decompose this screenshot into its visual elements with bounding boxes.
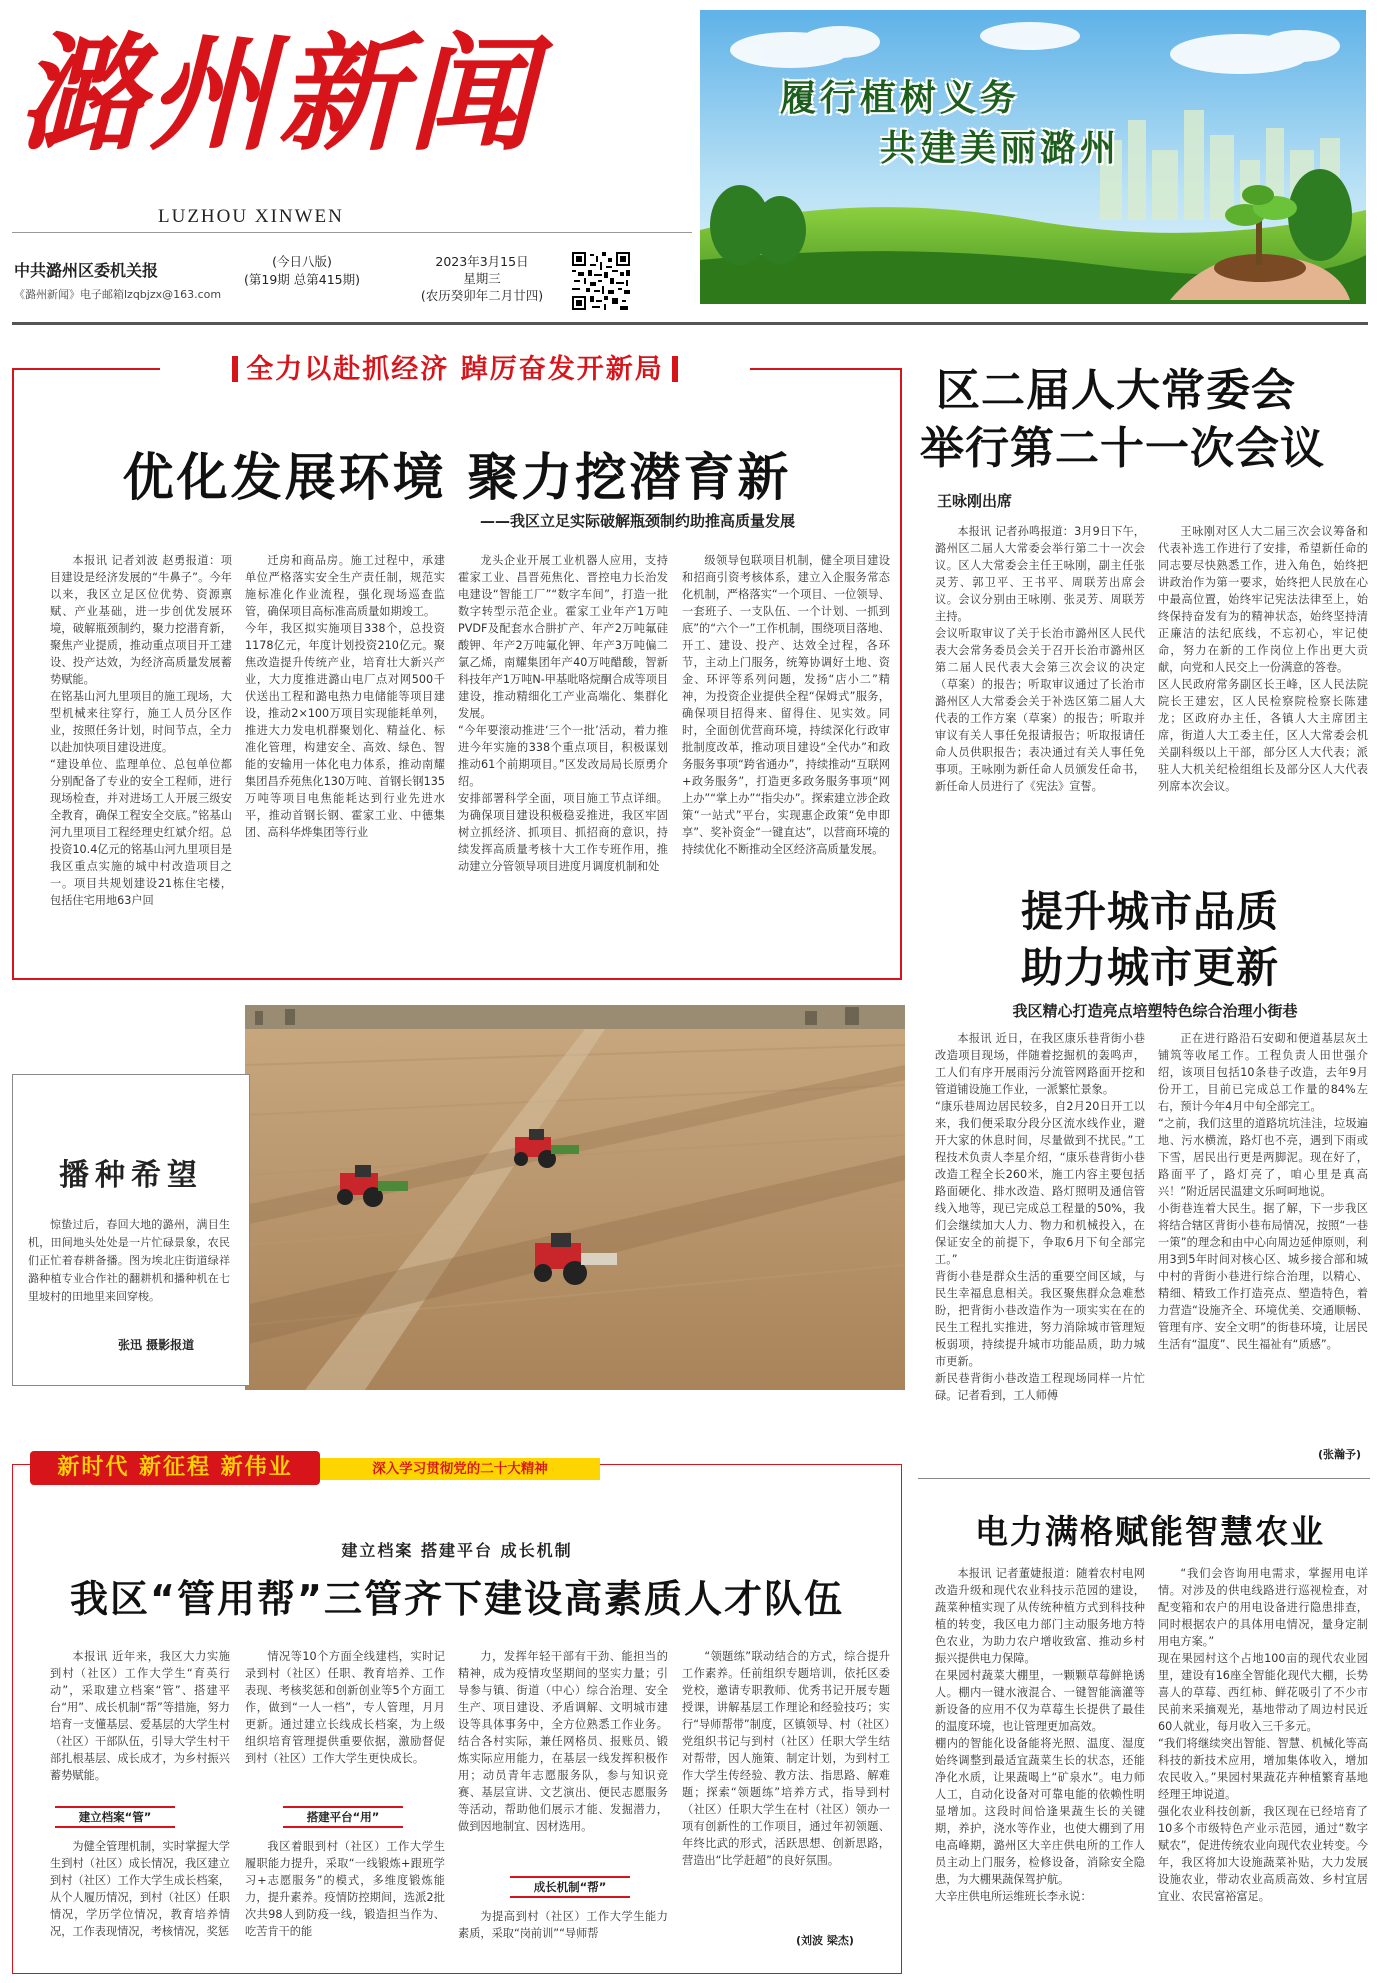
talent-column-1b: 为健全管理机制，实时掌握大学生到村（社区）成长情况，我区建立到村（社区）工作大学生成长档案，从个人履历情况，到村（社区）任职情况，学历学位情况，教育培养情况，工作表现情况，考核情况，奖惩	[50, 1840, 230, 1938]
article2-subheadline: 我区精心打造亮点培塑特色综合治理小街巷	[1012, 1002, 1298, 1020]
photo-caption: 惊蛰过后，春回大地的潞州，满目生机，田间地头处处是一片忙碌景象，农民们正忙着春耕备播。图为埃北庄街道绿祥潞种植专业合作社的翻耕机和播种机在七里坡村的田地里来回穿梭。	[28, 1218, 230, 1303]
farm-sowing-photo	[245, 1005, 905, 1390]
issue-date: 2023年3月15日	[435, 254, 529, 269]
article2-column-2: 正在进行路沿石安砌和便道基层灰土铺筑等收尾工作。工程负责人田世强介绍，该项目包括10条巷子改造，去年9月份开工，目前已完成总工作量的84%左右，预计今年4月中旬全部完工。 “之前，我们这里的道路坑坑洼洼，垃圾遍地、污水横流，路灯也不亮，遇到下雨或下雪，居民出行更是两脚泥。现在好了，路面平了，路灯亮了，咱心里是真高兴！”附近居民温建文乐呵呵地说。 小街巷连着大民生。据了解，下一步我区将结合辖区背街小巷布局情况，按照“一巷一策”的理念和由中心向周边延伸原则，利用3到5年时间对核心区、城乡接合部和城中村的背街小巷进行综合治理，以精心、精细、精致工作打造亮点、塑造特色，着力营造“设施齐全、环境优美、交通顺畅、管理有序、安全文明”的街巷环境，让居民生活有“温度”、民生福祉有“质感”。	[1158, 1032, 1368, 1351]
article2-column-1: 本报讯 近日，在我区康乐巷背街小巷改造项目现场，伴随着挖掘机的轰鸣声，工人们有序开展雨污分流管网路面开挖和管道铺设施工作业，一派繁忙景象。 “康乐巷周边居民较多，自2月20日开工以来，我们便采取分段分区流水线作业，避开大家的休息时间，尽量做到不扰民。”工程技术负责人李星介绍，“康乐巷背街小巷改造工程全长260米，施工内容主要包括路面硬化、排水改造、路灯照明及通信管线入地等，现已完成总工程量的50%，我们会继续加大人力、物力和机械投入，在保证安全的前提下，争取6月下旬全部完工。” 背街小巷是群众生活的重要空间区域，与民生幸福息息相关。我区聚焦群众急难愁盼，把背街小巷改造作为一项实实在在的民生工程扎实推进，努力消除城市管理短板弱项，持续提升城市功能品质，助力城市更新。 新民巷背街小巷改造工程现场同样一片忙碌。记者看到，工人师傅	[935, 1032, 1145, 1402]
bottom-kicker-sub: 深入学习贯彻党的二十大精神	[320, 1458, 600, 1480]
lead-column-1: 本报讯 记者刘波 赵勇报道：项目建设是经济发展的“牛鼻子”。今年以来，我区立足区位优势、资源禀赋、产业基础，进一步创优发展环境，破解瓶颈制约，聚力挖潜育新，聚焦产业提质，推动重点项目开工建设、投产达效，为经济高质量发展蓄势赋能。 在铭基山河九里项目的施工现场，大型机械来往穿行，施工人员分区作业，按照任务计划，时间节点，全力以赴加快项目建设进度。 “建设单位、监理单位、总包单位都分别配备了专业的安全工程师，进行现场检查，并对进场工人开展三级安全教育，确保工程安全交底。”铭基山河九里项目工程经理史红斌介绍。总投资10.4亿元的铭基山河九里项目是我区重点实施的城中村改造项目之一。项目共规划建设21栋住宅楼，包括住宅用地63户回	[50, 554, 232, 907]
lead-subheadline: ——我区立足实际破解瓶颈制约助推高质量发展	[480, 512, 796, 530]
tree-planting-banner	[700, 10, 1366, 304]
masthead-divider	[12, 232, 692, 233]
article1-column-1: 本报讯 记者孙鸣报道：3月9日下午，潞州区二届人大常委会举行第二十一次会议。区人大常委会主任王咏刚，副主任张灵芳、郭卫平、王书平、周联芳出席会议。会议分别由王咏刚、张灵芳、周联芳主持。 会议听取审议了关于长治市潞州区人民代表大会常务委员会关于召开长治市潞州区第二届人民代表大会第三次会议的决定（草案）的报告；听取审议通过了长治市潞州区人大常委会关于补选区第二届人大代表的工作方案（草案）的报告；听取并审议有关人事任免报请报告；听取报请任命人员供职报告；表决通过有关人事任免事项。王咏刚为新任命人员颁发任命书，新任命人员进行了《宪法》宣誓。	[935, 525, 1145, 793]
qr-code-icon	[572, 252, 630, 310]
tag-platform: 搭建平台“用”	[283, 1806, 403, 1828]
lead-headline: 优化发展环境 聚力挖潜育新	[122, 449, 792, 508]
article1-headline: 区二届人大常委会 举行第二十一次会议	[920, 365, 1325, 474]
talent-column-2b: 我区着眼到村（社区）工作大学生履职能力提升，采取“一线锻炼+跟班学习+志愿服务”的模式，多维度锻炼能力，提升素养。疫情防控期间，选派2批次共98人到防疫一线，锻造担当作为、吃苦肯干的能	[245, 1840, 445, 1938]
talent-column-3b: 为提高到村（社区）工作大学生能力素质，采取“岗前训”“导师帮	[458, 1910, 668, 1940]
article3-column-1: 本报讯 记者董婕报道：随着农村电网改造升级和现代农业科技示范园的建设，蔬菜种植实现了从传统种植方式到科技种植的转变，我区电力部门主动服务地方特色农业，为助力农户增收致富、推动乡村振兴提供电力保障。 在果园村蔬菜大棚里，一颗颗草莓鲜艳诱人。棚内一键水液混合、一键智能滴灌等新设备的应用不仅为草莓生长提供了最佳的温度环境，也让管理更加高效。 棚内的智能化设备能将光照、温度、湿度始终调整到最适宜蔬菜生长的状态，还能净化水质，让果蔬喝上“矿泉水”。电力师人工，自动化设备对可靠电能的依赖性明显增加。这段时间恰逢果蔬生长的关键期，养护，浇水等作业，也使大棚到了用电高峰期，潞州区大辛庄供电所的工作人员主动上门服务，检修设备，消除安全隐患，为大棚果蔬保驾护航。 大辛庄供电所运维班长李永说：	[935, 1567, 1145, 1903]
lead-column-4: 级领导包联项目机制，健全项目建设和招商引资考核体系，建立入企服务常态化机制，严格落实“一个项目、一位领导、一套班子、一支队伍、一个计划、一抓到底”的“六个一”工作机制，围绕项目落地、开工、建设、投产、达效全过程，各环节，主动上门服务，统筹协调好土地、资金、环评等系列问题，发扬“店小二”精神，为投资企业提供全程“保姆式”服务，确保项目招得来、留得住、见实效。同时，全面创优营商环境，持续深化行政审批制度改革，推动项目建设“全代办”和政务服务事项“跨省通办”，持续推动“互联网+政务服务”，打造更多政务服务事项“网上办”“掌上办”“指尖办”。探索建立涉企政策“一站式”平台，实现惠企政策“免申即享”、奖补资金“一键直达”，以营商环境的持续优化不断推动全区经济高质量发展。	[682, 554, 890, 856]
masthead-edition	[232, 253, 372, 289]
masthead-logo: 潞州新闻	[18, 20, 538, 168]
photo-title: 播种希望	[59, 1158, 203, 1193]
article2-credit: (张瀚予)	[1318, 1448, 1362, 1461]
masthead-date-block	[412, 253, 552, 304]
article1-subheadline: 王咏刚出席	[937, 492, 1013, 510]
masthead-pinyin: LUZHOU XINWEN	[158, 206, 344, 227]
talent-column-1a: 本报讯 近年来，我区大力实施到村（社区）工作大学生“育英行动”，采取建立档案“管”、搭建平台“用”、成长机制“帮”等措施，努力培育一支懂基层、爱基层的大学生村（社区）干部队伍，引导大学生村干部扎根基层、成长成才，为乡村振兴蓄势赋能。	[50, 1650, 230, 1782]
edition-issue: (第19期 总第415期)	[244, 272, 360, 287]
tag-growth: 成长机制“帮”	[510, 1876, 630, 1898]
banner-line2: 共建美丽潞州	[879, 128, 1120, 169]
bottom-kicker: 新时代 新征程 新伟业	[30, 1451, 320, 1485]
edition-pages: (今日八版)	[272, 254, 332, 269]
banner-line1: 履行植树义务	[779, 78, 1020, 119]
talent-subheadline: 建立档案 搭建平台 成长机制	[341, 1541, 573, 1560]
talent-credit: (刘波 梁杰)	[796, 1934, 854, 1947]
issue-weekday: 星期三	[463, 271, 501, 286]
header-divider	[12, 322, 1368, 325]
talent-column-3: 力，发挥年轻干部有干劲、能担当的精神，成为疫情攻坚期间的坚实力量；引导参与镇、街道（中心）综合治理、安全生产、项目建设、矛盾调解、文明城市建设等具体事务中，全方位熟悉工作业务。结合各村实际，兼任网格员、报账员、锻炼实际应用能力，在基层一线发挥积极作用；动员青年志愿服务队，参与知识竞赛、基层宣讲、文艺演出、便民志愿服务等活动，帮助他们展示才能、发掘潜力，做到因地制宜、因材选用。	[458, 1650, 668, 1833]
lead-kicker: 全力以赴抓经济 踔厉奋发开新局	[160, 352, 750, 388]
masthead-email: 《潞州新闻》电子邮箱lzqbjzx@163.com	[14, 288, 222, 301]
talent-column-4: “领题练”联动结合的方式，综合提升工作素养。任前组织专题培训，依托区委党校，邀请专职教师、优秀书记开展专题授课，讲解基层工作理论和经验技巧；实行“导师帮带”制度，区镇领导、村（社区）党组织书记与到村（社区）任职大学生结对帮带，因人施策、制定计划，为到村工作大学生传经验、教方法、指思路、解难题；探索“领题练”培养方式，指导到村（社区）任职大学生在村（社区）领办一项有创新性的工作项目，通过年初领题、年终比武的形式，活跃思想、创新思路，营造出“比学赶超”的良好氛围。	[682, 1650, 890, 1867]
tag-archive: 建立档案“管”	[55, 1806, 175, 1828]
article-divider	[918, 1478, 1370, 1479]
farm-field-illustration	[245, 1005, 905, 1390]
article2-headline: 提升城市品质 助力城市更新	[1020, 887, 1279, 992]
lead-column-3: 龙头企业开展工业机器人应用，支持霍家工业、昌晋苑焦化、晋控电力长治发电建设“智能工厂”“数字车间”，打造一批数字转型示范企业。霍家工业年产1万吨PVDF及配套水合肼扩产、年产2万吨氟硅酸钾、年产2万吨氟化钾、年产3万吨偏二氯乙烯，南耀集团年产40万吨醋酸，智新科技年产1万吨N-甲基吡咯烷酮合成等项目建设，推动精细化工产业高端化、集群化发展。 “今年要滚动推进‘三个一批’活动，着力推进今年实施的338个重点项目，积极谋划推动61个前期项目。”区发改局局长原勇介绍。 安排部署科学全面，项目施工节点详细。为确保项目建设积极稳妥推进，我区牢固树立抓经济、抓项目、抓招商的意识，持续发挥高质量考核十大工作专班作用，推动建立分管领导项目进度月调度机制和处	[458, 554, 668, 873]
article3-column-2: “我们会咨询用电需求，掌握用电详情。对涉及的供电线路进行巡视检查，对配变箱和农户的用电设备进行隐患排查，同时根据农户的具体用电情况，量身定制用电方案。” 现在果园村这个占地100亩的现代农业园里，建设有16座全智能化现代大棚，长势喜人的草莓、西红柿、鲜花吸引了不少市民前来采摘观光，基地带动了周边村民近60人就业，每月收入三千多元。 “我们将继续突出智能、智慧、机械化等高科技的新技术应用，增加集体收入，增加农民收入。”果园村果蔬花卉种植繁育基地经理王坤说道。 强化农业科技创新，我区现在已经培育了10多个市级特色产业示范园，通过“数字赋农”，促进传统农业向现代农业转变。今年，我区将加大设施蔬菜补贴，大力发展设施农业，带动农业高质高效、乡村宜居宜业、农民富裕富足。	[1158, 1567, 1368, 1903]
photo-credit: 张迅 摄影报道	[118, 1338, 195, 1352]
article3-headline: 电力满格赋能智慧农业	[975, 1512, 1325, 1551]
issue-lunar-date: (农历癸卯年二月廿四)	[420, 288, 544, 303]
talent-headline: 我区“管用帮”三管齐下建设高素质人才队伍	[70, 1577, 844, 1621]
lead-column-2: 迁房和商品房。施工过程中，承建单位严格落实安全生产责任制，规范实施标准化作业流程，强化现场巡查监管，确保项目高标准高质量如期竣工。 今年，我区拟实施项目338个，总投资1178亿元，年度计划投资210亿元。聚焦改造提升传统产业，培育壮大新兴产业，大力度推进潞山电厂点对网500千伏送出工程和潞电热力电储能等项目建设，推动2×100万项目实现能耗单列，推进大力发电机群聚划化、精益化、标准化管理，构建安全、高效、绿色、智能的安输用一体化电力体系，推动南耀集团昌乔苑焦化130万吨、首钢长钢135万吨等项目电焦能耗达到行业先进水平，推动首钢长钢、霍家工业、中德集团、高科华烨集团等行业	[245, 554, 445, 839]
masthead-org: 中共潞州区委机关报	[14, 261, 159, 280]
talent-column-2a: 情况等10个方面全线建档，实时记录到村（社区）任职、教育培养、工作表现、考核奖惩和创新创业等5个方面工作，做到“一人一档”，专人管理，月月更新。通过建立长线成长档案，为上级组织培育管理提供重要依据，激励督促到村（社区）工作大学生更快成长。	[245, 1650, 445, 1765]
article1-column-2: 王咏刚对区人大二届三次会议筹备和代表补选工作进行了安排，希望新任命的同志要尽快熟悉工作，进入角色，始终把讲政治作为第一要求，始终把人民放在心中最高位置，始终牢记宪法法律至上，始终保持奋发有为的精神状态，始终坚持清正廉洁的法纪底线，不忘初心，牢记使命，努力在新的工作岗位上作出更大贡献，向党和人民交上一份满意的答卷。 区人民政府常务副区长王峰，区人民法院院长王建宏，区人民检察院检察长陈建龙；区政府办主任，各镇人大主席团主席，街道人大工委主任，区人大常委会机关副科级以上干部，部分区人大代表；派驻人大机关纪检组组长及部分区人大代表列席本次会议。	[1158, 525, 1368, 793]
